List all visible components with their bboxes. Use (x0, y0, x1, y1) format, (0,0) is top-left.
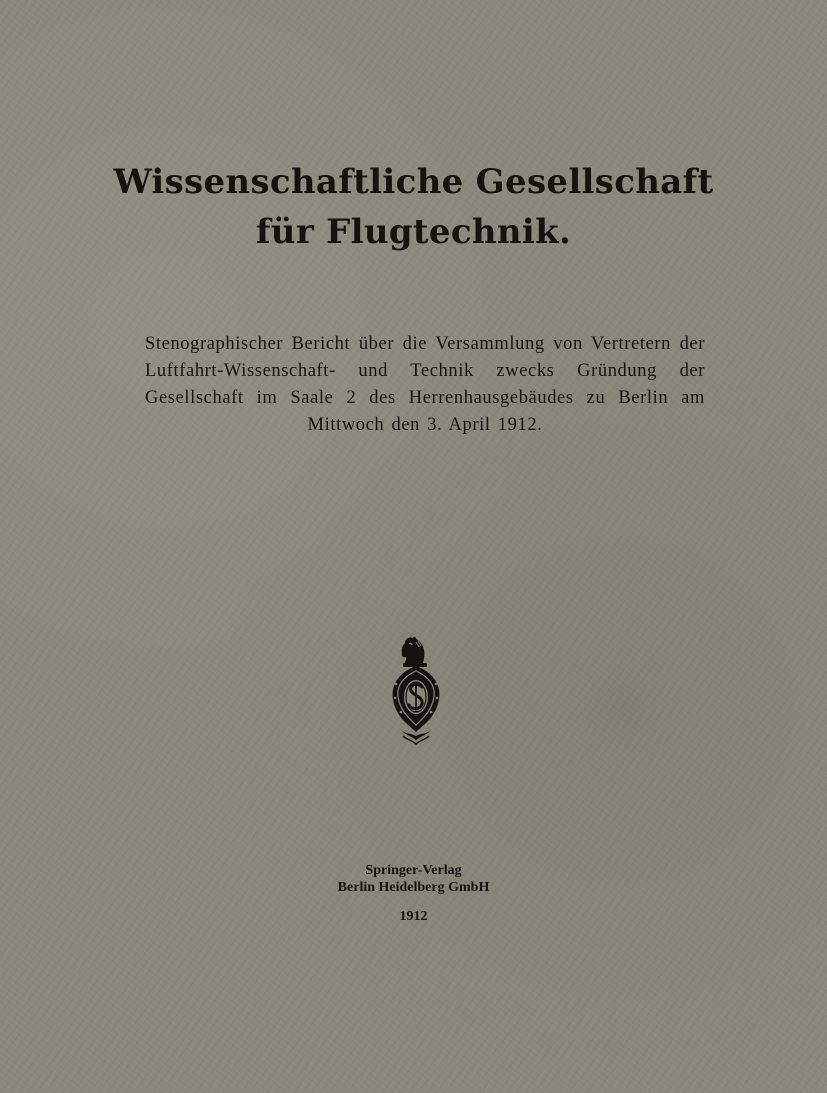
publisher-location: Berlin Heidelberg GmbH (337, 880, 490, 895)
springer-seal-icon (383, 632, 449, 746)
publication-year: 1912 (399, 909, 428, 924)
publisher-name: Springer-Verlag (365, 863, 462, 878)
title-line-2: für Flugtechnik. (255, 212, 572, 252)
title-line-1: Wissenschaftliche Gesellschaft (113, 162, 714, 202)
subtitle: Stenographischer Bericht über die Versammlung von Vertretern der Luftfahrt-Wissenschaft- und Technik zwecks Gründung der Gesellschaft im Saale 2 des Herrenhausgebäudes zu Berlin am Mittwoch den 3. April 1912. (145, 333, 705, 435)
